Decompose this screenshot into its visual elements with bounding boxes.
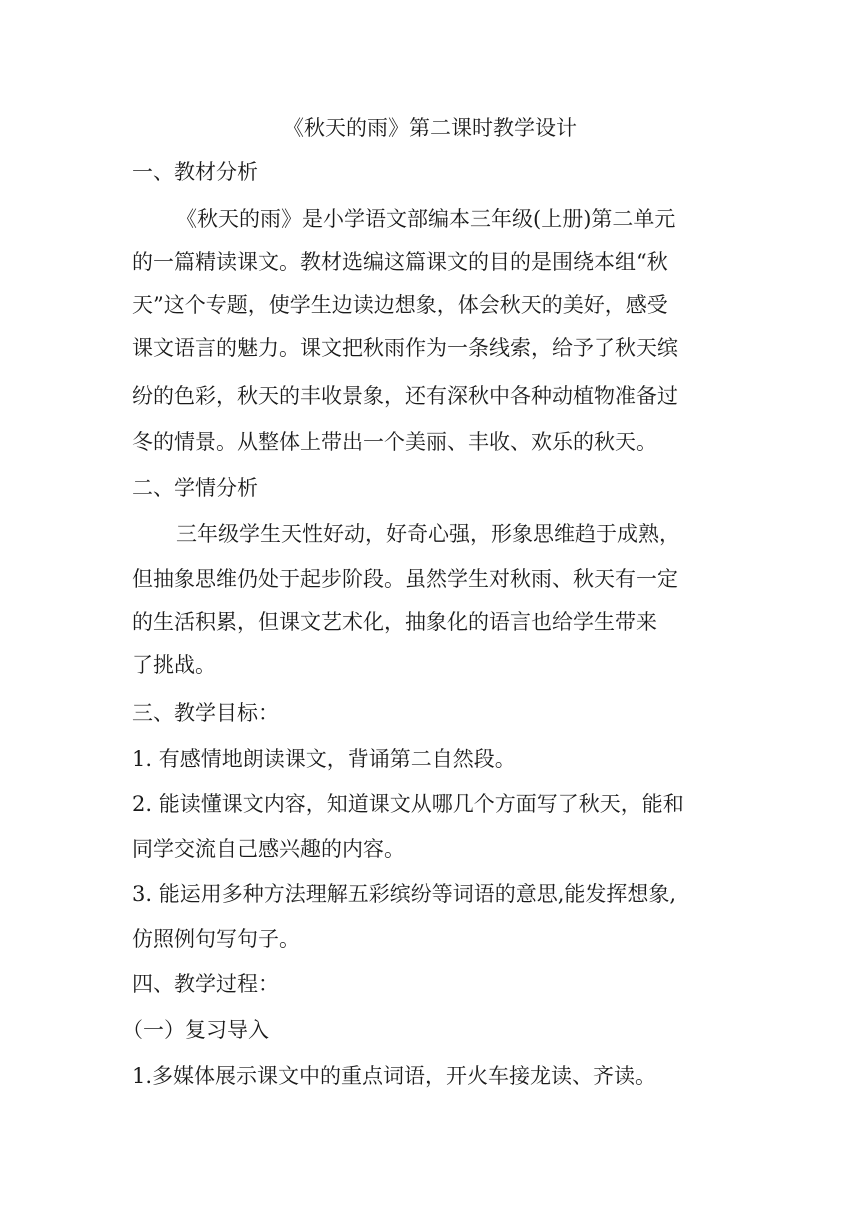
paragraph-line: 冬的情景。从整体上带出一个美丽、丰收、欢乐的秋天。 [132, 430, 657, 454]
paragraph-line: 《秋天的雨》是小学语文部编本三年级(上册)第二单元 [176, 207, 676, 231]
list-item: 1. 有感情地朗读课文，背诵第二自然段。 [132, 747, 516, 771]
paragraph-line: 的生活积累，但课文艺术化，抽象化的语言也给学生带来 [132, 610, 657, 634]
paragraph-line: 三年级学生天性好动，好奇心强，形象思维趋于成熟， [176, 522, 680, 546]
paragraph-line: 了挑战。 [132, 653, 216, 677]
list-item: 同学交流自己感兴趣的内容。 [132, 837, 405, 861]
paragraph-line: 但抽象思维仍处于起步阶段。虽然学生对秋雨、秋天有一定 [132, 567, 678, 591]
subsection-heading: （一）复习导入 [122, 1018, 269, 1042]
document-title: 《秋天的雨》第二课时教学设计 [283, 116, 577, 140]
paragraph-line: 课文语言的魅力。课文把秋雨作为一条线索，给予了秋天缤 [132, 336, 678, 360]
section-heading-1: 一、教材分析 [132, 160, 258, 184]
paragraph-line: 纷的色彩，秋天的丰收景象，还有深秋中各种动植物准备过 [132, 384, 678, 408]
list-item: 2. 能读懂课文内容，知道课文从哪几个方面写了秋天，能和 [132, 792, 684, 816]
list-item: 1.多媒体展示课文中的重点词语，开火车接龙读、齐读。 [132, 1064, 657, 1088]
section-heading-4: 四、教学过程： [132, 972, 279, 996]
section-heading-2: 二、学情分析 [132, 476, 258, 500]
paragraph-line: 的一篇精读课文。教材选编这篇课文的目的是围绕本组“秋 [132, 250, 668, 274]
paragraph-line: 天”这个专题，使学生边读边想象，体会秋天的美好，感受 [132, 293, 668, 317]
list-item: 仿照例句写句子。 [132, 927, 300, 951]
list-item: 3. 能运用多种方法理解五彩缤纷等词语的意思,能发挥想象, [132, 882, 677, 906]
section-heading-3: 三、教学目标： [132, 701, 279, 725]
